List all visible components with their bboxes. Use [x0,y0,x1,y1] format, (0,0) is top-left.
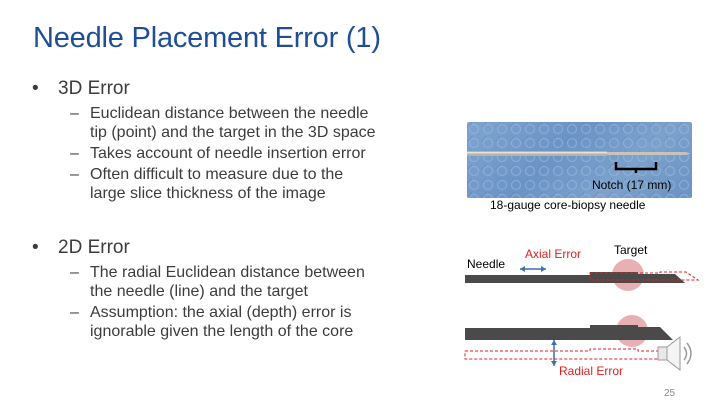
slide-title: Needle Placement Error (1) [33,22,381,54]
speaker-icon[interactable] [658,337,691,370]
photo-caption: 18-gauge core-biopsy needle [490,198,646,212]
radial-error-outline [465,349,673,359]
bullet-list [32,78,462,343]
sub-bullet-line: The radial Euclidean distance between [90,264,365,281]
sub-bullet-line: Takes account of needle insertion error [90,145,366,162]
target-label: Target [614,243,648,257]
sub-bullet-line: Euclidean distance between the needle [90,105,369,122]
notch-label: Notch (17 mm) [592,178,672,192]
dash-icon: – [70,145,79,162]
sub-bullet-line: ignorable given the length of the core [90,323,354,340]
needle-tip [607,152,685,155]
dash-icon: – [70,105,79,122]
dash-icon: – [70,264,79,281]
sub-bullet-line: Often difficult to measure due to the [90,166,344,183]
sub-bullet [32,144,462,163]
radial-error-label: Radial Error [559,364,624,378]
sub-bullet-line: Assumption: the axial (depth) error is [90,304,352,321]
axial-error-label: Axial Error [525,247,582,261]
bullet-icon: • [32,237,39,258]
sub-bullet [32,165,462,203]
bullet-label: 3D Error [58,78,130,99]
sub-bullet-line: the needle (line) and the target [90,283,308,300]
sub-bullet [32,104,462,142]
dash-icon: – [70,304,79,321]
needle-photo [467,122,692,198]
sub-bullet-line: large slice thickness of the image [90,185,326,202]
dash-icon: – [70,166,79,183]
needle-label: Needle [467,257,506,271]
sub-bullet [32,263,462,301]
needle-shape-bottom [465,325,673,340]
sub-bullet [32,303,462,341]
needle-shape-top [465,272,685,283]
bullet-2d-error [32,237,462,259]
bullet-icon: • [32,78,39,99]
bullet-3d-error [32,78,462,100]
bullet-label: 2D Error [58,237,130,258]
page-number: 25 [664,388,676,399]
sub-bullet-line: tip (point) and the target in the 3D space [90,124,376,141]
